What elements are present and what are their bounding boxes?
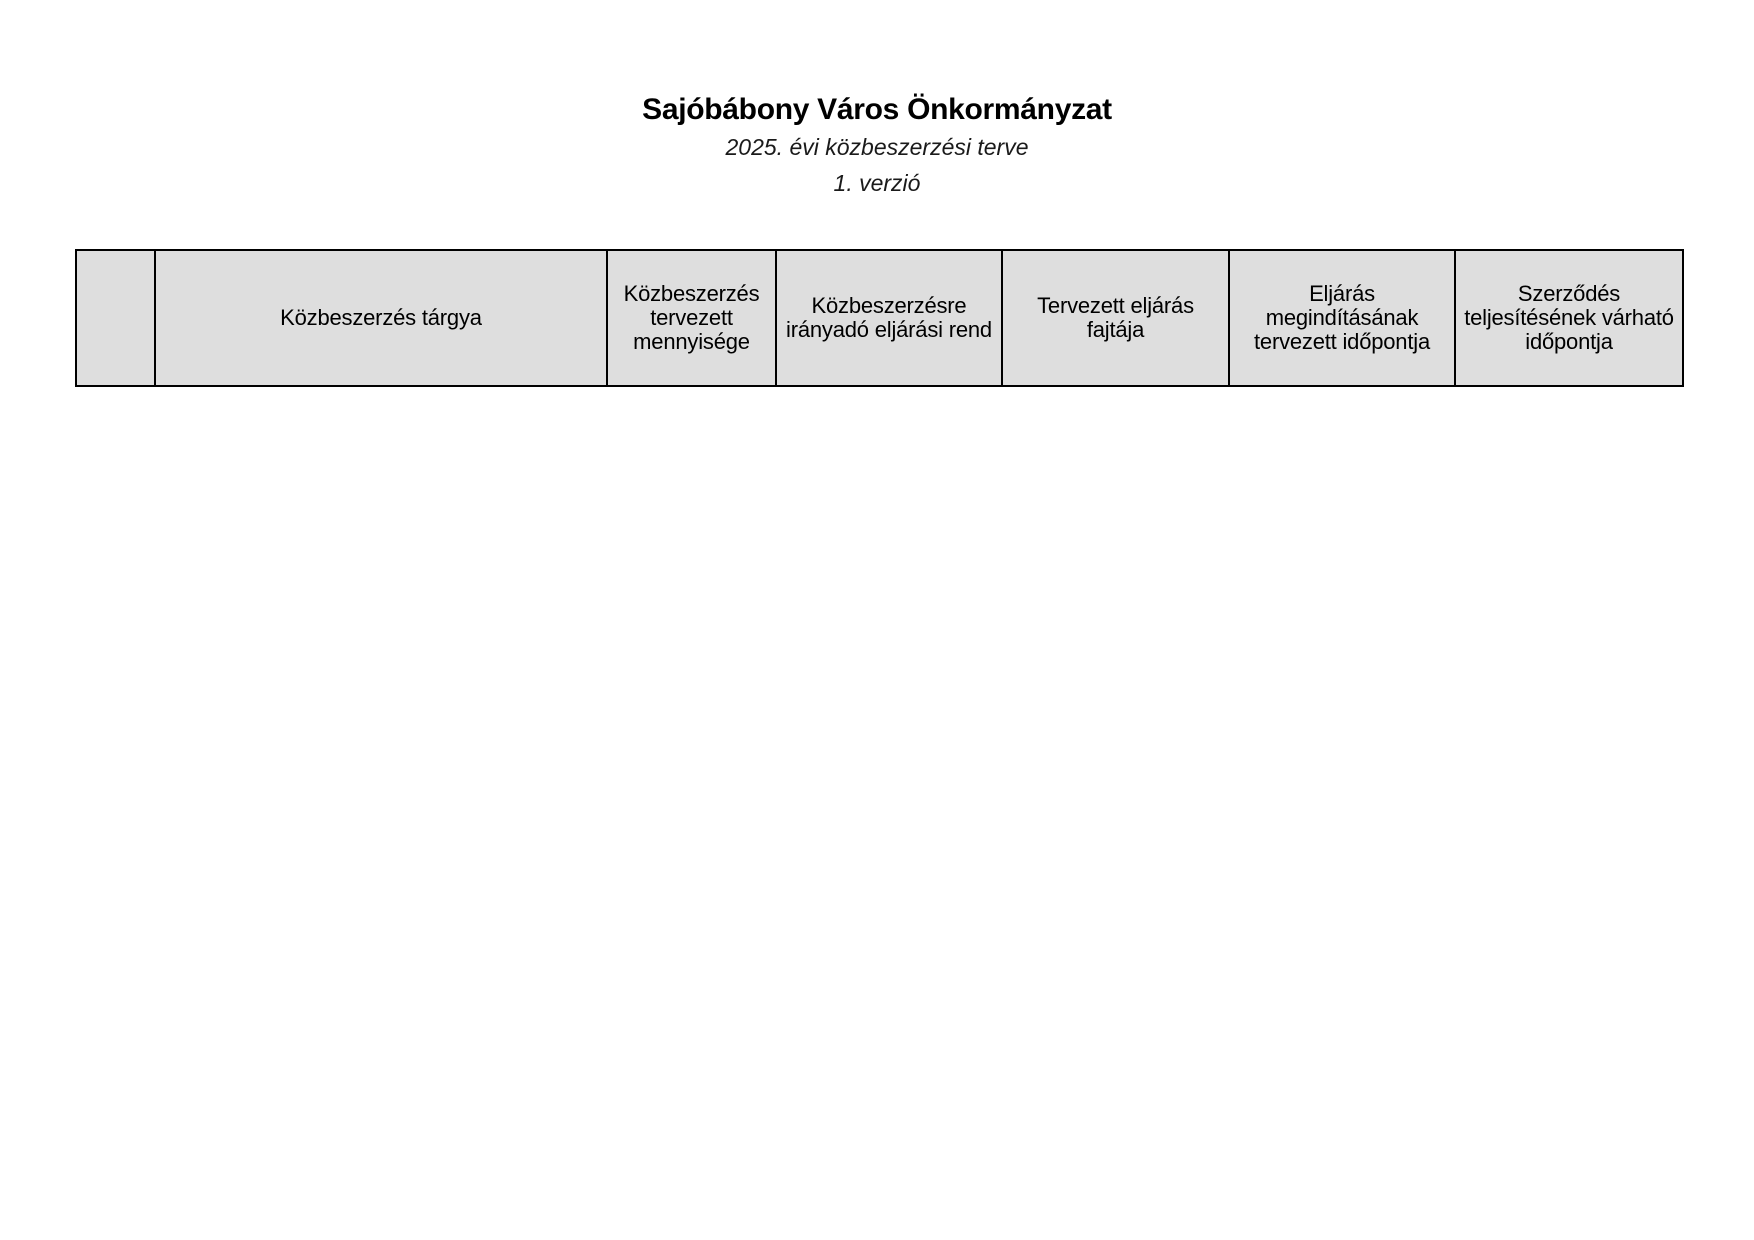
document-subtitle: 2025. évi közbeszerzési terve	[725, 134, 1029, 160]
document-title: Sajóbábony Város Önkormányzat	[642, 93, 1112, 126]
document-header	[0, 92, 1754, 198]
procurement-plan-table	[75, 249, 1684, 387]
header-procedure-type: Tervezett eljárás fajtája	[1002, 250, 1229, 386]
header-index	[76, 250, 155, 386]
header-expected-completion-date: Szerződés teljesítésének várható időpontja	[1455, 250, 1683, 386]
header-planned-start-date: Eljárás megindításának tervezett időpontja	[1229, 250, 1455, 386]
document-version: 1. verzió	[833, 170, 921, 196]
header-subject: Közbeszerzés tárgya	[155, 250, 607, 386]
header-procedure-regime: Közbeszerzésre irányadó eljárási rend	[776, 250, 1002, 386]
header-planned-quantity: Közbeszerzés tervezett mennyisége	[607, 250, 776, 386]
table-header-row	[76, 250, 1683, 386]
